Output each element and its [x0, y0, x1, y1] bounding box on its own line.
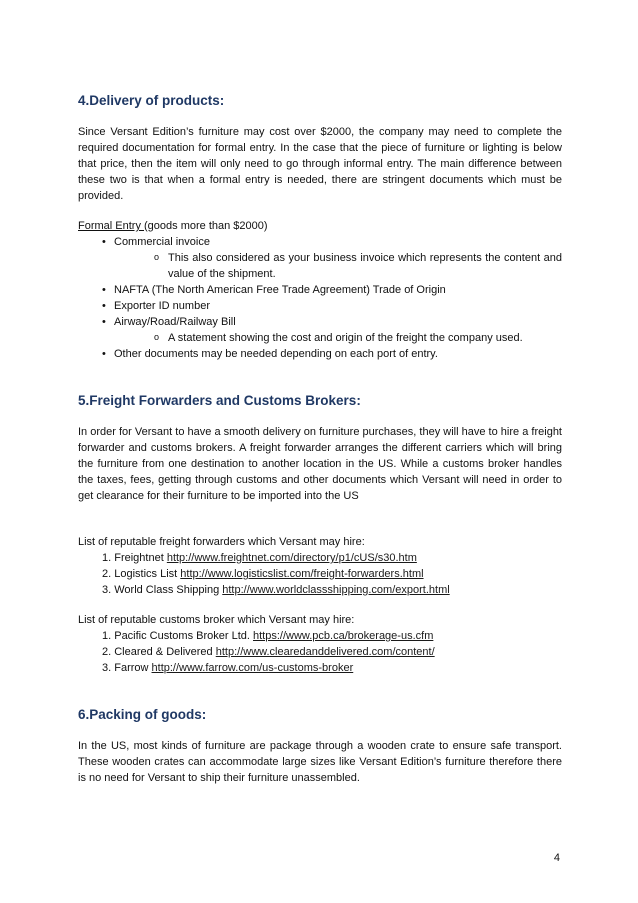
page-number: 4 — [553, 852, 560, 864]
broker-link[interactable]: http://www.farrow.com/us-customs-broker — [151, 662, 354, 674]
brokers-intro: List of reputable customs broker which Versant may hire: — [78, 614, 355, 626]
broker-link[interactable]: http://www.clearedanddelivered.com/content/ — [215, 646, 435, 658]
section-5-heading: 5.Freight Forwarders and Customs Brokers: — [78, 393, 361, 408]
sub-list-item: o This also considered as your business invoice which represents the content and value of the shipment. — [114, 250, 562, 282]
bullet-text: Exporter ID number — [114, 300, 210, 312]
forwarder-name: 2. Logistics List — [102, 568, 181, 580]
page-content — [78, 92, 562, 786]
broker-link[interactable]: https://www.pcb.ca/brokerage-us.cfm — [253, 630, 434, 642]
list-item — [78, 644, 562, 660]
list-item — [78, 346, 562, 362]
section-4-paragraph: Since Versant Edition’s furniture may cost over $2000, the company may need to complete the required documentation for formal entry. In the case that the piece of furniture or lighting is below that price, then the item will only need to go through informal entry. The main difference between these two is that when a formal entry is needed, there are stringent documents which must be provided. — [78, 126, 562, 202]
formal-entry-suffix: (goods more than $2000) — [144, 220, 268, 232]
section-6-heading: 6.Packing of goods: — [78, 707, 207, 722]
section-6-paragraph: In the US, most kinds of furniture are package through a wooden crate to ensure safe transport. These wooden crates can accommodate large sizes like Versant Edition’s furniture therefore there is no need for Versant to ship their furniture unassembled. — [78, 740, 562, 784]
formal-entry-line — [78, 218, 562, 234]
list-item — [78, 234, 562, 282]
list-item — [78, 566, 562, 582]
section-4-heading: 4.Delivery of products: — [78, 93, 225, 108]
broker-name: 3. Farrow — [102, 662, 152, 674]
forwarder-name: 1. Freightnet — [102, 552, 167, 564]
list-item — [78, 582, 562, 598]
list-item — [78, 660, 562, 676]
bullet-text: Airway/Road/Railway Bill — [114, 316, 236, 328]
list-item — [78, 314, 562, 346]
list-item — [78, 550, 562, 566]
brokers-list — [78, 628, 562, 676]
list-item — [78, 298, 562, 314]
broker-name: 1. Pacific Customs Broker Ltd. — [102, 630, 253, 642]
formal-entry-list — [78, 234, 562, 362]
bullet-text: Other documents may be needed depending on each port of entry. — [114, 348, 438, 360]
section-5-paragraph: In order for Versant to have a smooth delivery on furniture purchases, they will have to hire a freight forwarder and customs brokers. A freight forwarder arranges the different carriers which will bring the furniture from one destination to another location in the US. While a customs broker handles the taxes, fees, getting through customs and other documents which Versant will need in order to get clearance for their furniture to be imported into the US — [78, 426, 562, 502]
list-item — [78, 628, 562, 644]
formal-entry-label: Formal Entry — [78, 220, 145, 232]
forwarders-intro: List of reputable freight forwarders which Versant may hire: — [78, 536, 365, 548]
forwarder-link[interactable]: http://www.freightnet.com/directory/p1/cUS/s30.htm — [166, 552, 417, 564]
forwarder-name: 3. World Class Shipping — [102, 584, 223, 596]
broker-name: 2. Cleared & Delivered — [102, 646, 216, 658]
forwarders-list — [78, 550, 562, 598]
forwarder-link[interactable]: http://www.worldclassshipping.com/export.html — [222, 584, 450, 596]
bullet-text: Commercial invoice — [114, 236, 210, 248]
sub-list-item: o A statement showing the cost and origin of the freight the company used. — [114, 330, 562, 346]
forwarder-link[interactable]: http://www.logisticslist.com/freight-forwarders.html — [180, 568, 424, 580]
bullet-text: NAFTA (The North American Free Trade Agreement) Trade of Origin — [114, 284, 446, 296]
list-item — [78, 282, 562, 298]
